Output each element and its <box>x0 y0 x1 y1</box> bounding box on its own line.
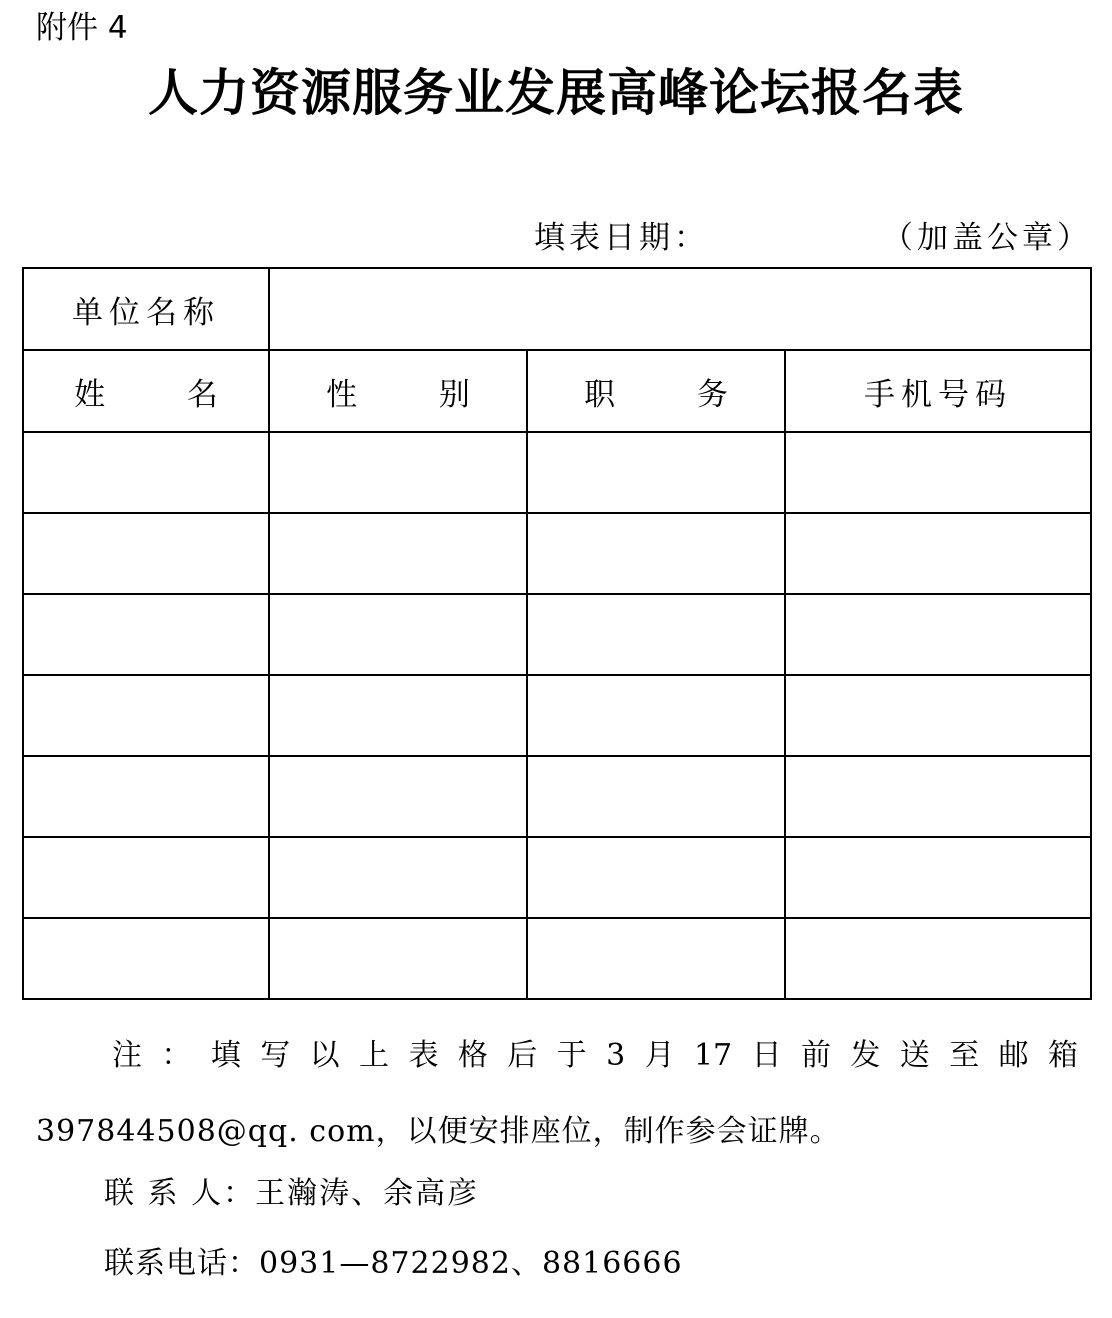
unit-name-field[interactable] <box>269 268 1091 350</box>
note-char: 格 <box>457 1038 488 1073</box>
name-cell[interactable] <box>23 432 269 513</box>
table-row <box>23 756 1091 837</box>
table-row <box>23 594 1091 675</box>
note-char: 送 <box>899 1038 930 1073</box>
position-cell[interactable] <box>527 513 785 594</box>
note-char: 上 <box>359 1038 390 1073</box>
note-char: 3 <box>606 1038 626 1073</box>
header-gender: 性 别 <box>269 350 527 432</box>
position-cell[interactable] <box>527 756 785 837</box>
header-row <box>23 350 1091 432</box>
phone-cell[interactable] <box>785 675 1091 756</box>
note-char: 前 <box>800 1038 831 1073</box>
contact-phone: 联系电话：0931—8722982、8816666 <box>104 1246 683 1281</box>
name-cell[interactable] <box>23 594 269 675</box>
name-cell[interactable] <box>23 756 269 837</box>
note-char: 17 <box>693 1038 733 1073</box>
note-char: 月 <box>644 1038 675 1073</box>
note-char: 写 <box>260 1038 291 1073</box>
position-cell[interactable] <box>527 594 785 675</box>
gender-cell[interactable] <box>269 756 527 837</box>
note-char: 邮 <box>998 1038 1029 1073</box>
note-char: 日 <box>751 1038 782 1073</box>
note-line-2: 397844508@qq. com，以便安排座位，制作参会证牌。 <box>36 1114 841 1149</box>
note-char: 填 <box>210 1038 241 1073</box>
phone-cell[interactable] <box>785 513 1091 594</box>
gender-cell[interactable] <box>269 837 527 918</box>
unit-name-label: 单位名称 <box>23 268 269 350</box>
note-line-1 <box>112 1034 1078 1078</box>
note-char: 后 <box>507 1038 538 1073</box>
gender-cell[interactable] <box>269 432 527 513</box>
position-cell[interactable] <box>527 432 785 513</box>
note-char: 至 <box>949 1038 980 1073</box>
name-cell[interactable] <box>23 837 269 918</box>
phone-cell[interactable] <box>785 756 1091 837</box>
phone-cell[interactable] <box>785 594 1091 675</box>
seal-note: （加盖公章） <box>882 220 1092 256</box>
header-phone: 手机号码 <box>785 350 1091 432</box>
position-cell[interactable] <box>527 837 785 918</box>
note-char: 表 <box>408 1038 439 1073</box>
table-row <box>23 918 1091 999</box>
phone-cell[interactable] <box>785 837 1091 918</box>
table-row <box>23 513 1091 594</box>
gender-cell[interactable] <box>269 675 527 756</box>
fill-date-label: 填表日期： <box>534 220 709 256</box>
table-row <box>23 837 1091 918</box>
unit-row <box>23 268 1091 350</box>
header-name: 姓 名 <box>23 350 269 432</box>
note-char: 箱 <box>1048 1038 1078 1073</box>
position-cell[interactable] <box>527 675 785 756</box>
phone-cell[interactable] <box>785 432 1091 513</box>
note-char: 以 <box>309 1038 340 1073</box>
contact-person: 联 系 人：王瀚涛、余高彦 <box>104 1176 480 1211</box>
name-cell[interactable] <box>23 918 269 999</box>
header-position: 职 务 <box>527 350 785 432</box>
gender-cell[interactable] <box>269 513 527 594</box>
name-cell[interactable] <box>23 675 269 756</box>
position-cell[interactable] <box>527 918 785 999</box>
page-title: 人力资源服务业发展高峰论坛报名表 <box>148 63 964 122</box>
table-row <box>23 675 1091 756</box>
gender-cell[interactable] <box>269 918 527 999</box>
table-row <box>23 432 1091 513</box>
note-char: ： <box>161 1038 192 1073</box>
note-char: 注 <box>112 1038 142 1073</box>
note-char: 发 <box>850 1038 881 1073</box>
name-cell[interactable] <box>23 513 269 594</box>
attachment-label: 附件 4 <box>36 10 128 46</box>
phone-cell[interactable] <box>785 918 1091 999</box>
gender-cell[interactable] <box>269 594 527 675</box>
note-char: 于 <box>556 1038 587 1073</box>
registration-table <box>22 267 1092 1000</box>
